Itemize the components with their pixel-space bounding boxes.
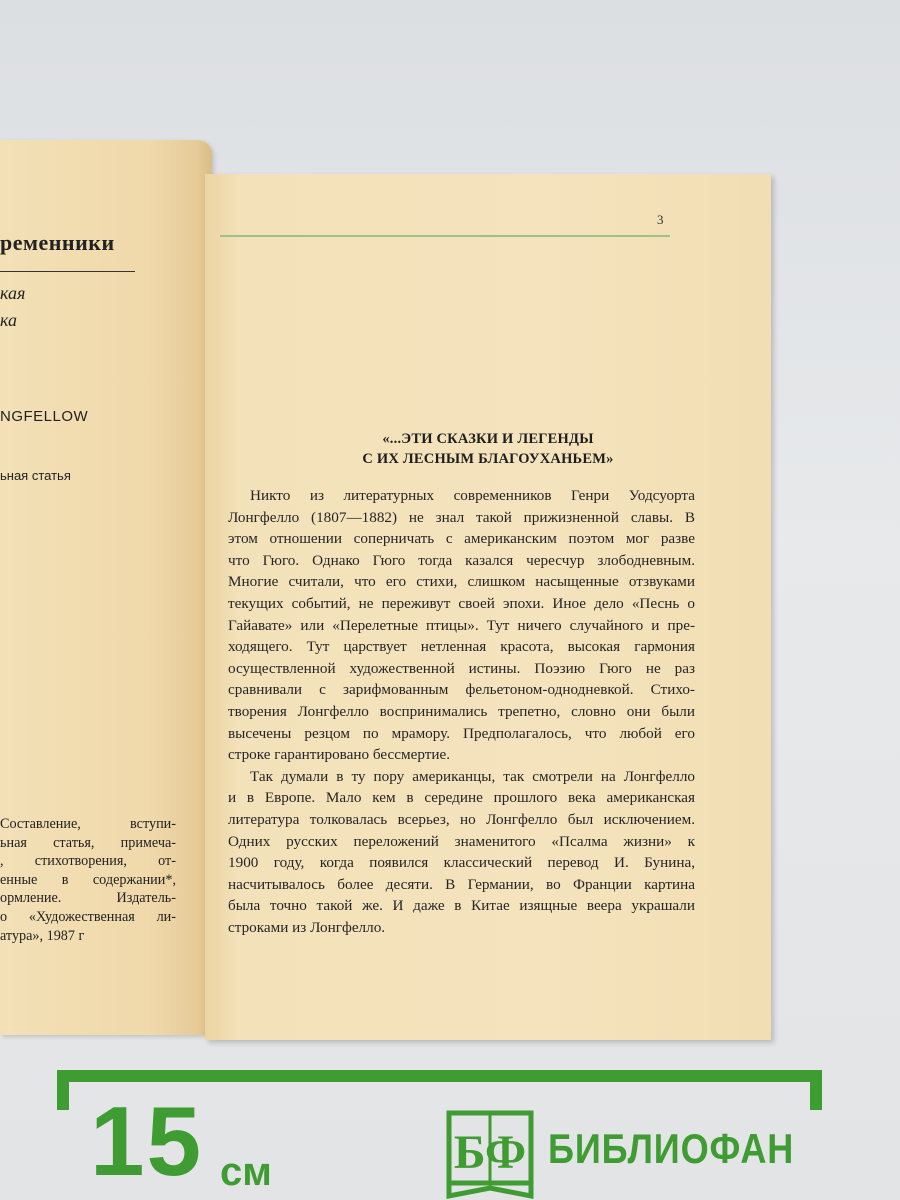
body-text bbox=[228, 485, 695, 938]
credits-line: , стихотворения, от- bbox=[0, 853, 176, 870]
ruler-bar bbox=[57, 1070, 822, 1082]
text-line: сравнивали с зарифмованным фельетоном-однодневкой. Стихо- bbox=[228, 681, 695, 699]
text-line: этом отношении соперничать с американским поэтом мог разве bbox=[228, 530, 695, 548]
chapter-heading-line-1: «...ЭТИ СКАЗКИ И ЛЕГЕНДЫ bbox=[382, 431, 594, 447]
text-line: высечены резцом по мрамору. Предполагалось, что любой его bbox=[228, 724, 695, 742]
text-line: текущих событий, не переживут своей эпохи. Иное дело «Песнь о bbox=[228, 594, 695, 612]
text-line: была точно такой же. И даже в Китае изящные веера украшали bbox=[228, 897, 695, 915]
left-page-italic-line-1: кая bbox=[0, 283, 26, 303]
left-page-title: ременники bbox=[0, 230, 115, 255]
credits-line: ьная статья, примеча- bbox=[0, 834, 176, 851]
left-page-italic-line-2: ка bbox=[0, 310, 17, 330]
left-page-small-line: ьная статья bbox=[0, 468, 71, 483]
credits-line: о «Художественная ли- bbox=[0, 908, 176, 925]
text-line: ходящего. Тут царствует нетленная красота, высокая гармония bbox=[228, 638, 695, 656]
ruler-size-number: 15 bbox=[90, 1086, 204, 1196]
page-number: 3 bbox=[657, 212, 664, 227]
left-page-credits bbox=[0, 815, 176, 945]
book-logo-icon bbox=[446, 1110, 534, 1200]
ruler-tick-left bbox=[57, 1070, 69, 1110]
ruler-tick-right bbox=[810, 1070, 822, 1110]
ruler-size-unit: см bbox=[220, 1150, 272, 1194]
text-line: строками из Лонгфелло. bbox=[228, 918, 386, 936]
credits-line: атура», 1987 г bbox=[0, 927, 85, 944]
left-page-rule bbox=[0, 271, 135, 272]
left-page bbox=[0, 140, 212, 1035]
text-line: строке гарантировано бессмертие. bbox=[228, 746, 451, 764]
text-line: насчитывалось более десяти. В Германии, во Франции картина bbox=[228, 875, 695, 893]
text-line: что Гюго. Однако Гюго тогда казался чересчур злободневным. bbox=[228, 551, 695, 569]
text-line: литература толковалась всерьез, но Лонгфелло был исключением. bbox=[228, 810, 695, 828]
text-line: Одних русских переложений знаменитого «Псалма жизни» к bbox=[228, 832, 695, 850]
brand-name: БИБЛИОФАН bbox=[548, 1125, 795, 1172]
credits-line: Составление, вступи- bbox=[0, 816, 176, 832]
text-line: Никто из литературных современников Генри Уодсуорта bbox=[250, 487, 695, 504]
text-line: и в Европе. Мало кем в середине прошлого века американская bbox=[228, 789, 695, 807]
text-line: Так думали в ту пору американцы, так смотрели на Лонгфелло bbox=[250, 767, 695, 785]
chapter-heading-line-2: С ИХ ЛЕСНЫМ БЛАГОУХАНЬЕМ» bbox=[362, 451, 614, 467]
logo-letters: БФ bbox=[453, 1126, 527, 1179]
left-page-latin-name: NGFELLOW bbox=[0, 408, 89, 425]
credits-line: ормление. Издатель- bbox=[0, 890, 176, 907]
text-line: Лонгфелло (1807—1882) не знал такой прижизненной славы. В bbox=[228, 508, 695, 526]
text-line: 1900 году, когда появился классический перевод И. Бунина, bbox=[228, 854, 695, 872]
right-page bbox=[205, 174, 771, 1040]
credits-line: енные в содержании*, bbox=[0, 871, 176, 888]
text-line: Гайавате» или «Перелетные птицы». Тут ничего случайного и пре- bbox=[228, 616, 695, 634]
text-line: Многие считали, что его стихи, слишком насыщенные отзвуками bbox=[228, 573, 695, 591]
text-line: осуществленной художественной истины. Поэзию Гюго не раз bbox=[228, 659, 695, 677]
header-rule bbox=[220, 235, 670, 237]
text-line: творения Лонгфелло воспринимались трепетно, словно они были bbox=[228, 702, 695, 720]
